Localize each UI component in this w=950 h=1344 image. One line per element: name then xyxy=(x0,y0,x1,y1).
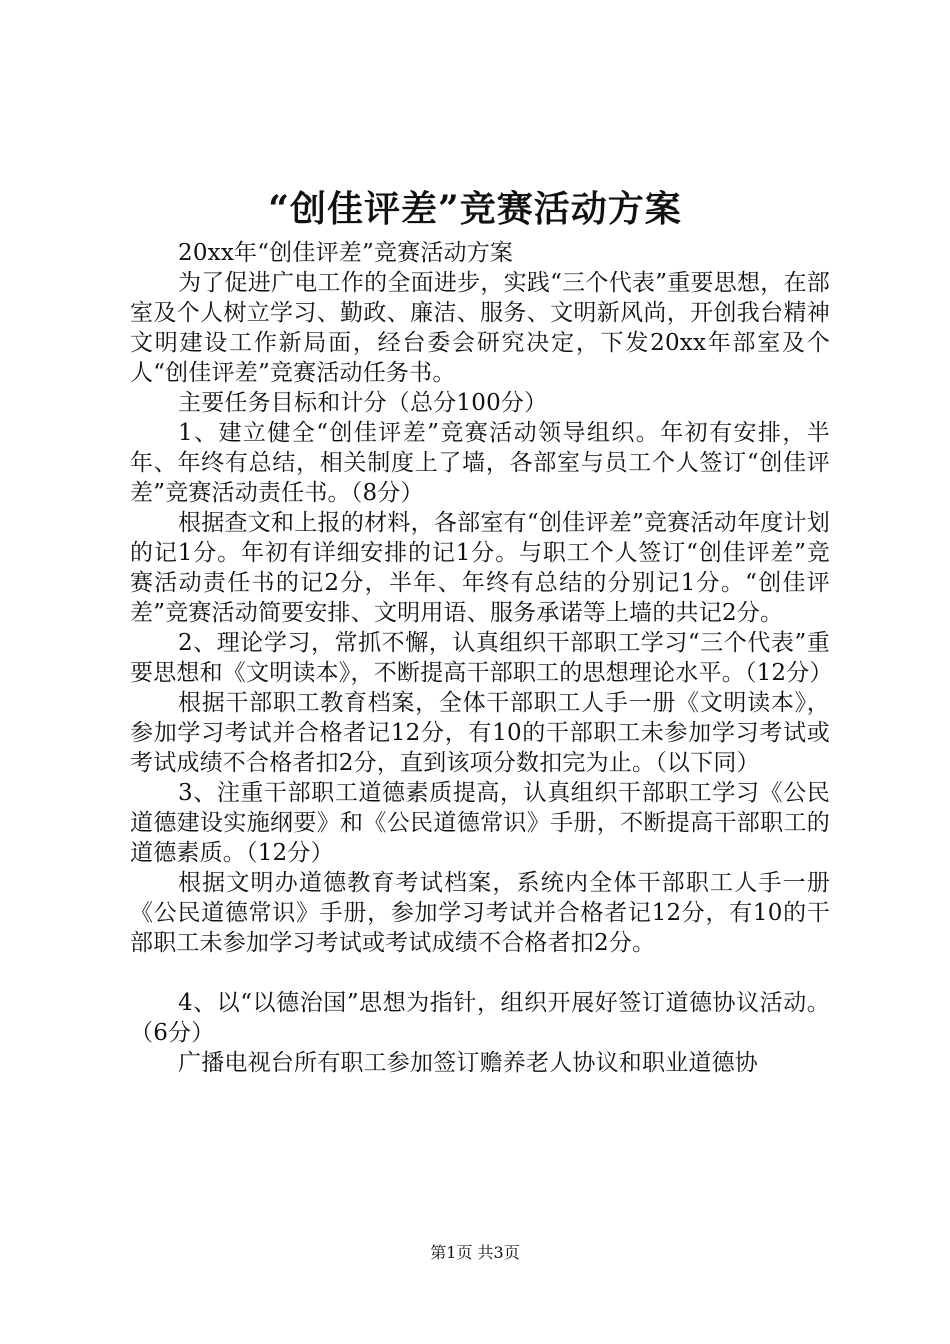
paragraph-item-4: 4、以“以德治国”思想为指针，组织开展好签订道德协议活动。（6分） xyxy=(130,990,830,1046)
paragraph-item-2-detail: 根据干部职工教育档案，全体干部职工人手一册《文明读本》，参加学习考试并合格者记12分，有10的干部职工未参加学习考试或考试成绩不合格者扣2分，直到该项分数扣完为止。（以下同） xyxy=(130,690,830,776)
paragraph-item-1-detail: 根据查文和上报的材料，各部室有“创佳评差”竞赛活动年度计划的记1分。年初有详细安排的记1分。与职工个人签订“创佳评差”竞赛活动责任书的记2分，半年、年终有总结的分别记1分。“创佳评差”竞赛活动简要安排、文明用语、服务承诺等上墙的共记2分。 xyxy=(130,510,830,626)
paragraph-item-3: 3、注重干部职工道德素质提高，认真组织干部职工学习《公民道德建设实施纲要》和《公民道德常识》手册，不断提高干部职工的道德素质。（12分） xyxy=(130,780,830,866)
document-title: “创佳评差”竞赛活动方案 xyxy=(268,188,682,230)
paragraph-spacer xyxy=(130,958,830,988)
paragraph-item-3-detail: 根据文明办道德教育考试档案，系统内全体干部职工人手一册《公民道德常识》手册，参加学习考试并合格者记12分，有10的干部职工未参加学习考试或考试成绩不合格者扣2分。 xyxy=(130,870,830,956)
paragraph-subtitle: 20xx年“创佳评差”竞赛活动方案 xyxy=(178,240,514,266)
paragraph-item-2: 2、理论学习，常抓不懈，认真组织干部职工学习“三个代表”重要思想和《文明读本》，不断提高干部职工的思想理论水平。（12分） xyxy=(130,630,833,686)
page-footer: 第1页 共3页 xyxy=(430,1243,520,1262)
document-body xyxy=(130,238,833,1078)
paragraph-main-tasks: 主要任务目标和计分（总分100分） xyxy=(178,390,548,416)
paragraph-item-4-detail: 广播电视台所有职工参加签订赡养老人协议和职业道德协 xyxy=(178,1050,758,1076)
paragraph-item-1: 1、建立健全“创佳评差”竞赛活动领导组织。年初有安排，半年、年终有总结，相关制度上了墙，各部室与员工个人签订“创佳评差”竞赛活动责任书。（8分） xyxy=(130,420,830,506)
paragraph-intro: 为了促进广电工作的全面进步，实践“三个代表”重要思想，在部室及个人树立学习、勤政、廉洁、服务、文明新风尚，开创我台精神文明建设工作新局面，经台委会研究决定，下发20xx年部室及个人“创佳评差”竞赛活动任务书。 xyxy=(130,270,830,386)
